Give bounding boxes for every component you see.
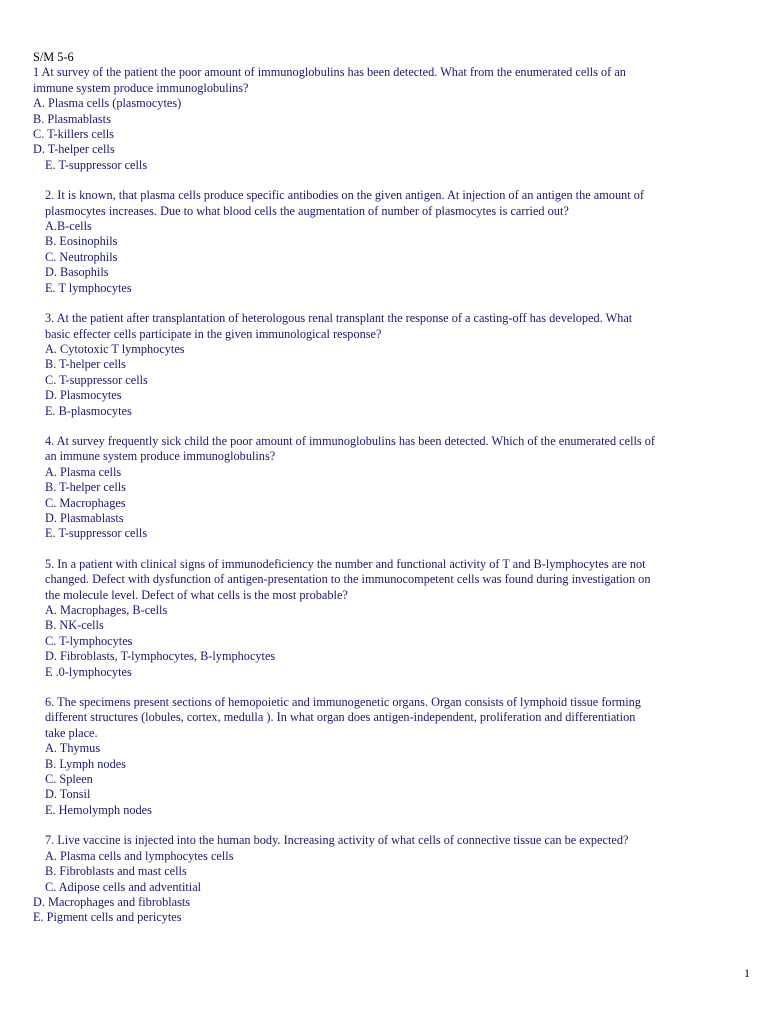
answer-option: B. Eosinophils: [45, 234, 118, 249]
answer-option: E .0-lymphocytes: [45, 664, 132, 679]
answer-option: E. T lymphocytes: [45, 280, 132, 295]
question-5: [33, 557, 753, 680]
answer-option: B. Fibroblasts and mast cells: [45, 864, 187, 879]
question-text: different structures (lobules, cortex, medulla ). In what organ does antigen-independent, proliferation and differentiation: [45, 710, 636, 725]
question-text: the molecule level. Defect of what cells is the most probable?: [45, 587, 348, 602]
answer-option: E. T-suppressor cells: [45, 526, 148, 541]
question-text: 4. At survey frequently sick child the poor amount of immunoglobulins has been detected. Which of the enumerated cells of: [45, 433, 656, 448]
answer-option: E. Pigment cells and pericytes: [33, 910, 182, 925]
question-text: take place.: [45, 725, 98, 740]
answer-option: A.B-cells: [45, 219, 92, 234]
answer-option: B. Plasmablasts: [33, 111, 111, 126]
answer-option: D. Basophils: [45, 265, 109, 280]
answer-option: A. Macrophages, B-cells: [45, 603, 168, 617]
answer-option: B. Lymph nodes: [45, 756, 126, 771]
question-1: [33, 65, 753, 173]
question-text: plasmocytes increases. Due to what blood cells the augmentation of number of plasmocytes is carried out?: [45, 203, 569, 218]
answer-option: A. Plasma cells: [45, 464, 122, 479]
question-text: an immune system produce immunoglobulins?: [45, 449, 276, 464]
answer-option: C. Macrophages: [45, 495, 126, 510]
answer-option: A. Thymus: [45, 741, 101, 756]
answer-option: E. B-plasmocytes: [45, 403, 132, 418]
answer-option: A. Plasma cells and lymphocytes cells: [45, 848, 234, 863]
answer-option: C. T-lymphocytes: [45, 633, 133, 648]
question-text: 2. It is known, that plasma cells produce specific antibodies on the given antigen. At injection of an antigen the amount of: [45, 188, 644, 203]
document-body: [33, 50, 753, 941]
question-text: changed. Defect with dysfunction of antigen-presentation to the immunocompetent cells was found during investigation on: [45, 572, 651, 587]
answer-option: C. T-killers cells: [33, 127, 114, 142]
answer-option: D. Fibroblasts, T-lymphocytes, B-lymphocytes: [45, 649, 276, 664]
answer-option: C. T-suppressor cells: [45, 372, 148, 387]
question-7: [33, 833, 753, 925]
answer-option: E. Hemolymph nodes: [45, 802, 152, 817]
answer-option: B. NK-cells: [45, 618, 104, 633]
question-text: basic effecter cells participate in the given immunological response?: [45, 326, 382, 341]
question-text: 6. The specimens present sections of hemopoietic and immunogenetic organs. Organ consists of lymphoid tissue forming: [45, 695, 641, 710]
answer-option: C. Neutrophils: [45, 249, 118, 264]
answer-option: A. Cytotoxic T lymphocytes: [45, 341, 185, 356]
question-text: immune system produce immunoglobulins?: [33, 80, 249, 95]
answer-option: D. Plasmocytes: [45, 388, 122, 403]
answer-option: D. Plasmablasts: [45, 510, 124, 525]
answer-option: D. Macrophages and fibroblasts: [33, 894, 191, 909]
question-4: [33, 434, 753, 542]
document-header: S/M 5-6: [33, 50, 74, 64]
answer-option: C. Spleen: [45, 772, 93, 787]
answer-option: E. T-suppressor cells: [45, 157, 148, 172]
answer-option: C. Adipose cells and adventitial: [45, 879, 202, 894]
question-text: 7. Live vaccine is injected into the human body. Increasing activity of what cells of connective tissue can be expected?: [45, 833, 629, 848]
question-3: [33, 311, 753, 419]
answer-option: D. Tonsil: [45, 787, 91, 802]
page-number: 1: [744, 966, 750, 980]
answer-option: D. T-helper cells: [33, 142, 115, 157]
answer-option: B. T-helper cells: [45, 480, 126, 495]
question-2: [33, 188, 753, 296]
question-text: 5. In a patient with clinical signs of immunodeficiency the number and functional activity of T and B-lymphocytes are not: [45, 556, 646, 571]
question-text: 1 At survey of the patient the poor amount of immunoglobulins has been detected. What from the enumerated cells of an: [33, 65, 626, 80]
answer-option: B. T-helper cells: [45, 357, 126, 372]
question-text: 3. At the patient after transplantation of heterologous renal transplant the response of a casting-off has developed. What: [45, 311, 633, 326]
answer-option: A. Plasma cells (plasmocytes): [33, 96, 182, 111]
question-6: [33, 695, 753, 818]
